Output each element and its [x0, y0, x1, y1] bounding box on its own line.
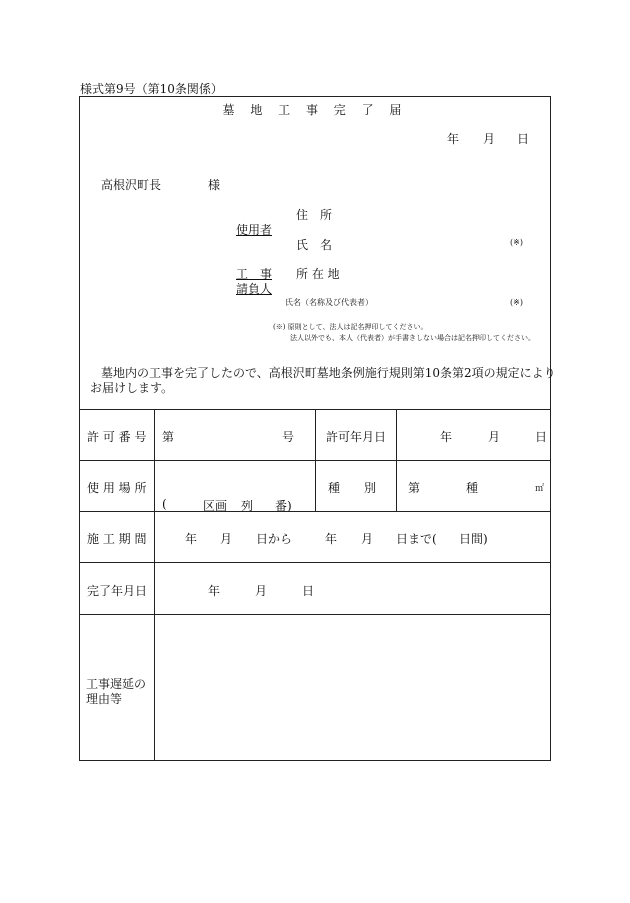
- note-line2: 法人以外でも、本人（代表者）が手書きしない場合は記名押印してください。: [290, 334, 535, 342]
- type-prefix: 第: [408, 481, 421, 495]
- period-year-1: 年: [185, 532, 198, 546]
- date-year: 年: [447, 132, 460, 146]
- delay-reason-label-line2: 理由等: [86, 692, 123, 706]
- user-label: 使用者: [236, 223, 273, 237]
- permit-number-label: 許 可 番 号: [87, 430, 147, 444]
- type-kind: 種: [466, 481, 479, 495]
- table-label-divider: [154, 409, 155, 760]
- permit-date-month: 月: [488, 430, 501, 444]
- permit-number-suffix: 号: [282, 430, 295, 444]
- construction-period-label: 施 工 期 間: [87, 532, 147, 546]
- period-days: 日間): [459, 532, 488, 546]
- table-middle-divider-2: [396, 409, 397, 511]
- permit-number-prefix: 第: [162, 430, 175, 444]
- statement-line2: お届けします。: [90, 381, 174, 395]
- table-row-line-4: [79, 614, 551, 615]
- table-middle-divider-1: [315, 409, 316, 511]
- period-year-2: 年: [325, 532, 338, 546]
- form-number-label: 様式第9号（第10条関係）: [80, 82, 223, 96]
- location-label: 使 用 場 所: [87, 481, 147, 495]
- period-day-from: 日から: [256, 532, 293, 546]
- completion-day: 日: [302, 584, 315, 598]
- date-month: 月: [483, 132, 496, 146]
- table-row-line-2: [79, 511, 551, 512]
- user-seal-mark: (※): [510, 238, 523, 247]
- location-sub-number: 番): [275, 499, 292, 513]
- addressee-name: 高根沢町長: [101, 178, 162, 192]
- document-title: 墓 地 工 事 完 了 届: [222, 103, 408, 117]
- date-day: 日: [517, 132, 530, 146]
- location-sub-open: (: [162, 497, 167, 511]
- user-address-label: 住 所: [296, 208, 333, 222]
- period-day-to: 日まで(: [396, 532, 437, 546]
- contractor-label-line2: 請負人: [236, 282, 273, 296]
- period-month-2: 月: [361, 532, 374, 546]
- completion-year: 年: [208, 584, 221, 598]
- completion-date-label: 完了年月日: [87, 584, 148, 598]
- location-sub-row: 列: [241, 499, 254, 513]
- period-month-1: 月: [220, 532, 233, 546]
- contractor-name-label: 氏名（名称及び代表者）: [285, 298, 373, 307]
- delay-reason-label-line1: 工事遅延の: [86, 677, 147, 691]
- permit-date-day: 日: [535, 430, 548, 444]
- type-label: 種 別: [328, 481, 377, 495]
- table-row-line-3: [79, 562, 551, 563]
- contractor-label-line1: 工 事: [236, 267, 273, 281]
- completion-month: 月: [255, 584, 268, 598]
- note-line1: (※) 原則として、法人は記名押印してください。: [273, 323, 428, 331]
- area-unit: ㎡: [535, 484, 545, 494]
- contractor-location-label: 所 在 地: [296, 267, 340, 281]
- addressee-honorific: 様: [208, 178, 221, 192]
- statement-line1: 墓地内の工事を完了したので、高根沢町墓地条例施行規則第10条第2項の規定により: [101, 366, 556, 380]
- contractor-seal-mark: (※): [510, 298, 523, 307]
- permit-date-label: 許可年月日: [326, 430, 387, 444]
- user-name-label: 氏 名: [296, 238, 333, 252]
- location-sub-ward: 区画: [203, 499, 228, 513]
- permit-date-year: 年: [440, 430, 453, 444]
